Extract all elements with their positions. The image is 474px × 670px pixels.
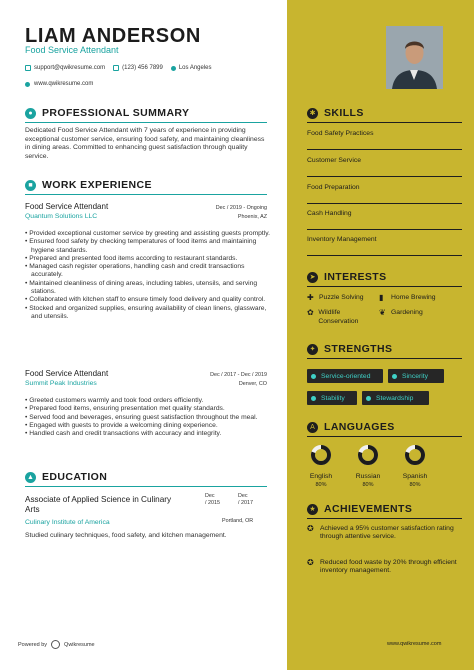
language-item — [306, 444, 336, 488]
strength-label: Stability — [321, 394, 345, 402]
interests-heading — [307, 271, 387, 283]
achievement-item — [307, 559, 462, 576]
website-contact[interactable] — [25, 81, 93, 87]
list-item: • Ensured food safety by checking temperatures of food items and maintaining hygiene standards. — [25, 238, 270, 255]
skill-divider — [307, 149, 462, 150]
list-item: • Collaborated with kitchen staff to ensure timely food delivery and quality control. — [25, 296, 270, 304]
education-title: EDUCATION — [42, 471, 108, 483]
translate-icon: A — [307, 422, 318, 433]
language-name: Spanish — [402, 473, 428, 480]
skill-item: Cash Handling — [307, 210, 352, 217]
person-icon: ● — [25, 108, 36, 119]
email-contact[interactable] — [25, 65, 105, 71]
interests-title: INTERESTS — [324, 271, 387, 283]
list-item: • Stocked and organized supplies, ensuring availability of clean linens, glassware, and utensils. — [25, 305, 270, 322]
education-heading — [25, 471, 107, 483]
interest-item — [379, 309, 423, 318]
email-icon — [25, 65, 31, 71]
strength-chip — [307, 391, 357, 405]
languages-heading — [307, 421, 395, 433]
skills-divider — [307, 122, 462, 123]
job-2-title: Food Service Attendant — [25, 369, 109, 378]
language-name: English — [309, 473, 333, 480]
location-contact — [171, 65, 212, 71]
education-date-start: Dec — [205, 493, 215, 499]
job-2-dates: Dec / 2017 - Dec / 2019 — [210, 372, 267, 378]
chip-dot-icon — [392, 374, 397, 379]
skill-item: Inventory Management — [307, 236, 377, 243]
list-item: • Served food and beverages, ensuring guest satisfaction throughout the meal. — [25, 414, 270, 422]
paw-icon: ✿ — [307, 308, 314, 317]
skill-divider — [307, 255, 462, 256]
list-item: • Provided exceptional customer service by greeting and assisting guests promptly. — [25, 230, 270, 238]
skill-item: Food Safety Practices — [307, 130, 374, 137]
education-date-end-year: / 2017 — [238, 499, 253, 506]
medal-icon: ✦ — [307, 344, 318, 355]
language-item — [400, 444, 430, 488]
list-item: • Prepared and presented food items according to restaurant standards. — [25, 255, 270, 263]
paper-plane-icon: ➤ — [307, 272, 318, 283]
list-item: • Maintained cleanliness of dining areas, including tables, utensils, and serving stations. — [25, 280, 270, 297]
achievement-text: Reduced food waste by 20% through efficient inventory management. — [320, 559, 457, 575]
skill-divider — [307, 176, 462, 177]
job-2-company: Summit Peak Industries — [25, 380, 97, 387]
profile-photo — [386, 26, 443, 89]
summary-title: PROFESSIONAL SUMMARY — [42, 107, 190, 119]
strength-chip — [362, 391, 429, 405]
summary-heading — [25, 107, 189, 119]
email-text: support@qwikresume.com — [34, 65, 106, 71]
job-1-location: Phoenix, AZ — [237, 214, 267, 220]
contact-row — [25, 65, 212, 71]
puzzle-icon: ✚ — [307, 293, 314, 302]
strength-label: Sincerity — [402, 372, 429, 380]
interest-item — [307, 294, 364, 303]
language-name: Russian — [355, 473, 381, 480]
language-level: 80% — [315, 482, 327, 488]
badge-icon: ✪ — [307, 524, 314, 533]
job-1-title: Food Service Attendant — [25, 202, 109, 211]
strength-chip — [388, 369, 444, 383]
strength-label: Stewardship — [376, 394, 414, 402]
job-2-location: Denver, CO — [238, 381, 267, 387]
main-column: LIAM ANDERSON Food Service Attendant support@qwikresume.com (123) 456 7899 Los Angeles www.qwikresume.com ● PROFESSIONAL SUMMARY Dedicated Food Service Attendant with 7 years of experience in providing exceptional customer service, ensuring food safety, and maintaining cleanliness in dining areas. Committed to enhancing guest satisfaction through quality service. ■ WORK EXPERIENCE Food Service Attendant Quantum Solutions LLC Dec / 2019 - Ongoing Phoenix, AZ • Provided exceptional customer service by greeting and assisting guests promptly. • Ensured food safety by checking temperatures of food items and maintaining hygiene standards. • Prepared and presented food items according to restaurant standards. • Managed cash register operations, handling cash and credit transactions accurately. • Maintained cleanliness of dining areas, including tables, utensils, and serving stations. • Collaborated with kitchen staff to ensure timely food delivery and quality control. • Stocked and organized supplies, ensuring availability of clean linens, glassware, and utensils. Food Service Attendant Summit Peak Industries Dec / 2017 - Dec / 2019 Denver, CO • Greeted customers warmly and took food orders efficiently. • Prepared food items, ensuring presentation met quality standards. • Served food and beverages, ensuring guest satisfaction throughout the meal. • Engaged with guests to provide a welcoming dining experience. • Handled cash and credit transactions with accuracy and integrity. ▲ EDUCATION Associate of Applied Science in Culinary Arts Dec / 2015 Dec / 2017 Portland, OR Culinary Institute of America Studied culinary techniques, food safety, and kitchen management. Powered by Qwikresume — [0, 0, 287, 670]
experience-divider — [25, 194, 267, 195]
language-level: 80% — [409, 482, 421, 488]
powered-by-label: Powered by — [18, 641, 48, 648]
strengths-divider — [307, 358, 462, 359]
education-date-start-year: / 2015 — [205, 499, 220, 506]
summary-divider — [25, 122, 267, 123]
language-item — [353, 444, 383, 488]
job-2-bullets — [25, 397, 270, 438]
job-1-dates: Dec / 2019 - Ongoing — [215, 205, 267, 211]
education-divider — [25, 486, 267, 487]
strength-label: Service-oriented — [321, 372, 371, 380]
list-item: • Handled cash and credit transactions with accuracy and integrity. — [25, 430, 270, 438]
interests-divider — [307, 286, 462, 287]
achievements-title: ACHIEVEMENTS — [324, 503, 413, 515]
footer — [18, 640, 95, 649]
interest-label: Home Brewing — [391, 294, 436, 301]
candidate-name: LIAM ANDERSON — [25, 25, 201, 47]
achievement-item — [307, 525, 462, 542]
strengths-title: STRENGTHS — [324, 343, 393, 355]
phone-icon — [113, 65, 119, 71]
interest-item — [307, 309, 377, 326]
language-level: 80% — [362, 482, 374, 488]
summary-text: Dedicated Food Service Attendant with 7 years of experience in providing exceptional customer service, ensuring food safety, and maintaining cleanliness in dining areas. Committed to enhancing guest satisfaction through quality service. — [25, 127, 265, 160]
language-gauge — [404, 444, 426, 466]
interest-label: Puzzle Solving — [319, 294, 364, 301]
skills-heading — [307, 107, 364, 119]
list-item: • Greeted customers warmly and took food orders efficiently. — [25, 397, 270, 405]
skill-item: Food Preparation — [307, 184, 360, 191]
chip-dot-icon — [311, 374, 316, 379]
education-school: Culinary Institute of America — [25, 519, 110, 526]
chip-dot-icon — [366, 396, 371, 401]
phone-contact[interactable] — [113, 65, 163, 71]
skill-divider — [307, 203, 462, 204]
language-gauge — [357, 444, 379, 466]
footer-url[interactable]: www.qwikresume.com — [387, 641, 442, 647]
graduation-cap-icon: ▲ — [25, 472, 36, 483]
education-date-end: Dec — [238, 493, 248, 499]
list-item: • Engaged with guests to provide a welcoming dining experience. — [25, 422, 270, 430]
job-1-company: Quantum Solutions LLC — [25, 213, 98, 220]
education-description: Studied culinary techniques, food safety, and kitchen management. — [25, 532, 227, 539]
achievement-text: Achieved a 95% customer satisfaction rating through attentive service. — [320, 525, 454, 541]
trophy-icon: ★ — [307, 504, 318, 515]
sidebar — [287, 0, 474, 670]
language-gauge — [310, 444, 332, 466]
list-item: • Managed cash register operations, handling cash and credit transactions accurately. — [25, 263, 270, 280]
beer-icon: ▮ — [379, 293, 384, 302]
interest-label: Gardening — [391, 309, 423, 316]
strengths-heading — [307, 343, 392, 355]
languages-title: LANGUAGES — [324, 421, 395, 433]
candidate-role: Food Service Attendant — [25, 45, 119, 55]
interest-label: Wildlife Conservation — [318, 309, 359, 325]
achievements-heading — [307, 503, 412, 515]
website-text: www.qwikresume.com — [34, 81, 94, 87]
skill-divider — [307, 229, 462, 230]
qwikresume-logo-icon — [51, 640, 60, 649]
location-text: Los Angeles — [178, 65, 212, 71]
badge-icon: ✪ — [307, 558, 314, 567]
chip-dot-icon — [311, 396, 316, 401]
interest-item — [379, 294, 436, 303]
brand-name[interactable]: Qwikresume — [64, 641, 95, 648]
strength-chip — [307, 369, 383, 383]
briefcase-icon: ■ — [25, 180, 36, 191]
languages-divider — [307, 436, 462, 437]
phone-text: (123) 456 7899 — [122, 65, 163, 71]
skills-title: SKILLS — [324, 107, 364, 119]
achievements-divider — [307, 518, 462, 519]
education-degree: Associate of Applied Science in Culinary Arts — [25, 495, 172, 514]
lightbulb-icon: ✱ — [307, 108, 318, 119]
globe-icon — [25, 82, 30, 87]
list-item: • Prepared food items, ensuring presentation met quality standards. — [25, 405, 270, 413]
experience-title: WORK EXPERIENCE — [42, 179, 152, 191]
skill-item: Customer Service — [307, 157, 362, 164]
leaf-icon: ❦ — [379, 308, 386, 317]
location-pin-icon — [171, 66, 176, 71]
job-1-bullets — [25, 230, 270, 321]
experience-heading — [25, 179, 152, 191]
